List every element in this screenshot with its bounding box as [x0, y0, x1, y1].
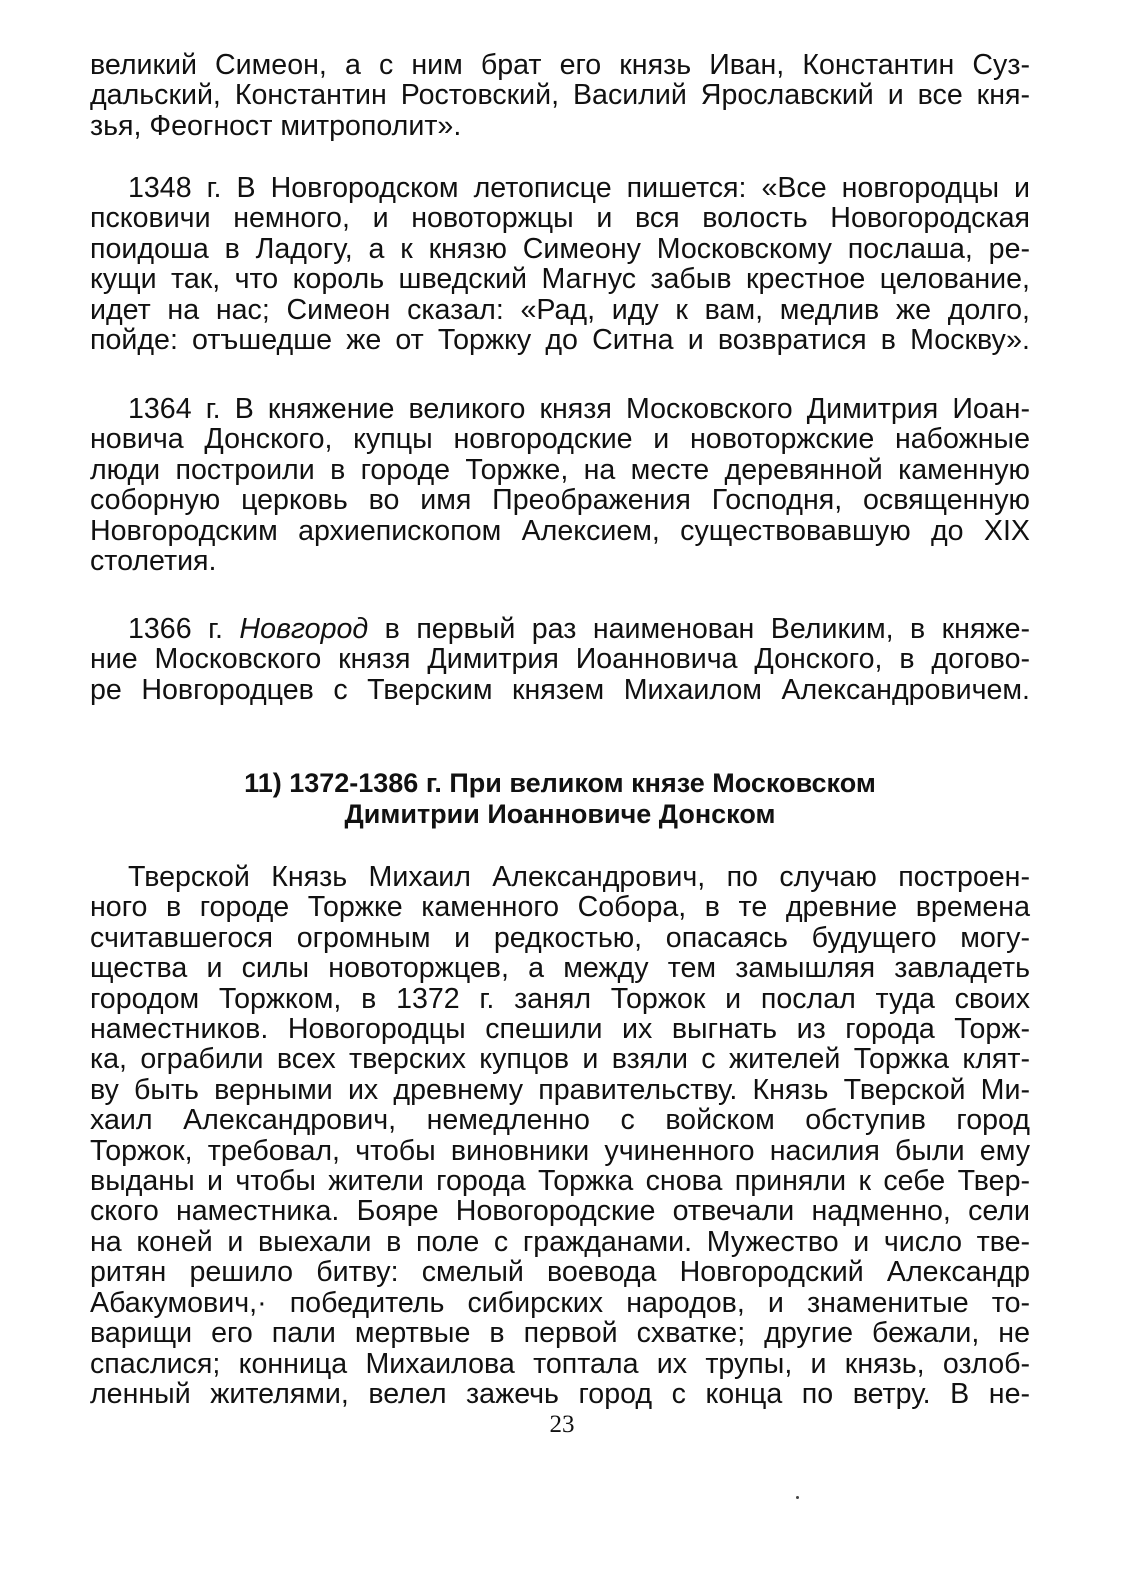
paragraph-1364	[90, 394, 1030, 576]
heading-line-1: 11) 1372-1386 г. При великом князе Московском	[244, 768, 876, 798]
text-line: спаслися; конница Михаилова топтала их трупы, и князь, озлоб-	[90, 1347, 1030, 1380]
text-line: кущи так, что король шведский Магнус забыв крестное целование,	[90, 263, 1030, 296]
text-line: люди построили в городе Торжке, на месте деревянной каменную	[90, 453, 1030, 486]
text-line: дальский, Константин Ростовский, Василий Ярославский и все кня-	[90, 79, 1030, 112]
text-line: Абакумович,· победитель сибирских народов, и знаменитые то-	[90, 1286, 1030, 1319]
text-line: 1364 г. В княжение великого князя Московского Димитрия Иоан-	[128, 393, 1030, 425]
text-line: пойде: отъшедше же от Торжку до Ситна и возвратися в Москву».	[90, 324, 1030, 357]
page-number: 23	[549, 1411, 575, 1438]
text-line: великий Симеон, а с ним брат его князь Иван, Константин Суз-	[90, 49, 1030, 81]
text-line: 1348 г. В Новгородском летописце пишется: «Все новгородцы и	[128, 172, 1030, 204]
scan-speck	[796, 1496, 799, 1499]
text-line: соборную церковь во имя Преображения Господня, освященную	[90, 484, 1030, 517]
text-line: идет на нас; Симеон сказал: «Рад, иду к вам, медлив же долго,	[90, 293, 1030, 326]
text-line: варищи его пали мертвые в первой схватке; другие бежали, не	[90, 1317, 1030, 1350]
section-heading	[90, 768, 1030, 830]
section-body	[90, 862, 1030, 1409]
text-line: ного в городе Торжке каменного Собора, в те древние времена	[90, 891, 1030, 924]
text-line: ву быть верными их древнему правительству. Князь Тверской Ми-	[90, 1073, 1030, 1106]
text-line: выданы и чтобы жители города Торжка снова приняли к себе Твер-	[90, 1165, 1030, 1198]
text-segment: в первый раз наименован Великим, в княже-	[368, 613, 1030, 645]
paragraph-1	[90, 50, 1030, 141]
emphasis-novgorod: Новгород	[239, 613, 369, 645]
heading-line-2: Димитрии Иоанновиче Донском	[344, 799, 776, 829]
text-line: столетия.	[90, 545, 217, 578]
text-line: поидоша в Ладогу, а к князю Симеону Московскому послаша, ре-	[90, 232, 1030, 265]
text-line: на коней и выехали в поле с гражданами. Мужество и число тве-	[90, 1225, 1030, 1258]
text-line: ка, ограбили всех тверских купцов и взяли с жителей Торжка клят-	[90, 1043, 1030, 1076]
paragraph-1348	[90, 173, 1030, 355]
text-line: псковичи немного, и новоторжцы и вся волость Новогородская	[90, 202, 1030, 235]
text-line: зья, Феогност митрополит».	[90, 109, 462, 142]
paragraph-1366	[90, 614, 1030, 705]
text-line: Новгородским архиепископом Алексием, существовавшую до XIX	[90, 514, 1030, 547]
text-line: ритян решило битву: смелый воевода Новгородский Александр	[90, 1256, 1030, 1289]
text-line: ленный жителями, велел зажечь город с конца по ветру. В не-	[90, 1377, 1030, 1410]
text-line: Тверской Князь Михаил Александрович, по случаю построен-	[128, 861, 1030, 893]
text-line: наместников. Новогородцы спешили их выгнать из города Торж-	[90, 1013, 1030, 1046]
text-line: хаил Александрович, немедленно с войском обступив город	[90, 1104, 1030, 1137]
text-line: ре Новгородцев с Тверским князем Михаилом Александровичем.	[90, 673, 1030, 706]
text-line: ского наместника. Бояре Новогородские отвечали надменно, сели	[90, 1195, 1030, 1228]
text-segment: 1366 г.	[128, 613, 240, 645]
text-line: щества и силы новоторжцев, а между тем замышляя завладеть	[90, 952, 1030, 985]
text-line	[90, 614, 1030, 644]
text-line: Торжок, требовал, чтобы виновники учиненного насилия были ему	[90, 1134, 1030, 1167]
text-line: новича Донского, купцы новгородские и новоторжские набожные	[90, 423, 1030, 456]
text-line: считавшегося огромным и редкостью, опасаясь будущего могу-	[90, 921, 1030, 954]
text-line: городом Торжком, в 1372 г. занял Торжок и послал туда своих	[90, 982, 1030, 1015]
text-line: ние Московского князя Димитрия Иоанновича Донского, в догово-	[90, 643, 1030, 676]
